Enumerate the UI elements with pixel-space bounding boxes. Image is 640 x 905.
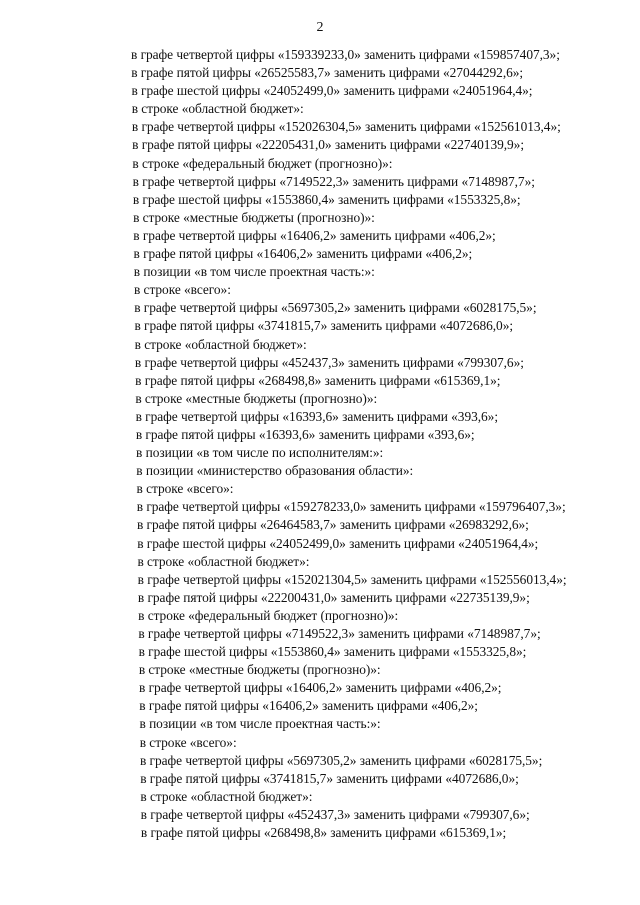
document-line: в графе четвертой цифры «159278233,0» заменить цифрами «159796407,3»;: [136, 499, 566, 515]
document-line: в строке «федеральный бюджет (прогнозно)»:: [132, 155, 393, 171]
document-line: в графе пятой цифры «16393,6» заменить цифрами «393,6»;: [135, 426, 475, 442]
document-line: в графе пятой цифры «16406,2» заменить цифрами «406,2»;: [139, 698, 478, 714]
document-line: в графе пятой цифры «3741815,7» заменить цифрами «4072686,0»;: [134, 318, 514, 334]
document-line: в графе шестой цифры «24052499,0» заменить цифрами «24051964,4»;: [131, 83, 533, 99]
amendment-list: [0, 46, 640, 842]
document-line: в позиции «в том числе проектная часть:»:: [139, 716, 381, 732]
document-line: в графе пятой цифры «26464583,7» заменить цифрами «26983292,6»;: [136, 517, 529, 533]
document-line: в графе пятой цифры «268498,8» заменить цифрами «615369,1»;: [140, 825, 507, 841]
document-line: в строке «местные бюджеты (прогнозно)»:: [135, 390, 378, 406]
document-line: в графе шестой цифры «1553860,4» заменить цифрами «1553325,8»;: [132, 191, 521, 207]
document-line: в строке «областной бюджет»:: [134, 336, 307, 352]
document-line: в графе пятой цифры «26525583,7» заменить цифрами «27044292,6»;: [131, 65, 524, 81]
document-line: в строке «местные бюджеты (прогнозно)»:: [138, 662, 381, 678]
document-line: в строке «областной бюджет»:: [140, 788, 313, 804]
document-line: в графе четвертой цифры «7149522,3» заменить цифрами «7148987,7»;: [138, 626, 541, 641]
document-line: в строке «всего»:: [133, 282, 231, 298]
document-line: в графе четвертой цифры «152021304,5» заменить цифрами «152556013,4»;: [137, 571, 567, 587]
document-line: в графе четвертой цифры «7149522,3» заменить цифрами «7148987,7»;: [132, 173, 535, 189]
document-line: в графе шестой цифры «24052499,0» заменить цифрами «24051964,4»;: [137, 535, 539, 551]
document-line: в графе четвертой цифры «16406,2» заменить цифрами «406,2»;: [139, 680, 502, 696]
document-line: в графе четвертой цифры «5697305,2» заменить цифрами «6028175,5»;: [134, 300, 537, 316]
document-line: в графе пятой цифры «22205431,0» заменить цифрами «22740139,9»;: [132, 137, 525, 153]
document-line: в графе пятой цифры «16406,2» заменить цифрами «406,2»;: [133, 246, 473, 262]
document-line: в графе четвертой цифры «452437,3» заменить цифрами «799307,6»;: [140, 806, 530, 822]
document-line: в графе четвертой цифры «5697305,2» заменить цифрами «6028175,5»;: [139, 752, 543, 768]
document-line: в графе пятой цифры «268498,8» заменить цифрами «615369,1»;: [135, 372, 501, 388]
document-line: в строке «всего»:: [139, 734, 237, 750]
document-line: в графе четвертой цифры «452437,3» заменить цифрами «799307,6»;: [134, 354, 524, 370]
document-line: в строке «всего»:: [136, 481, 234, 497]
document-line: в графе четвертой цифры «159339233,0» заменить цифрами «159857407,3»;: [131, 47, 560, 62]
document-line: в строке «федеральный бюджет (прогнозно)»:: [138, 607, 399, 623]
document-line: в строке «областной бюджет»:: [131, 101, 304, 117]
document-line: в позиции «министерство образования области»:: [136, 463, 414, 479]
document-line: в позиции «в том числе по исполнителям:»:: [136, 445, 384, 461]
document-line: в строке «областной бюджет»:: [137, 553, 310, 569]
document-line: в позиции «в том числе проектная часть:»:: [133, 264, 375, 280]
document-line: в графе шестой цифры «1553860,4» заменить цифрами «1553325,8»;: [138, 644, 527, 660]
document-line: в графе четвертой цифры «152026304,5» заменить цифрами «152561013,4»;: [131, 119, 561, 135]
page-number: 2: [316, 20, 324, 35]
document-line: в графе пятой цифры «22200431,0» заменить цифрами «22735139,9»;: [137, 589, 530, 605]
document-line: в графе пятой цифры «3741815,7» заменить цифрами «4072686,0»;: [140, 770, 519, 786]
document-line: в графе четвертой цифры «16393,6» заменить цифрами «393,6»;: [135, 408, 499, 424]
document-line: в строке «местные бюджеты (прогнозно)»:: [133, 209, 375, 225]
document-line: в графе четвертой цифры «16406,2» заменить цифрами «406,2»;: [133, 227, 496, 243]
